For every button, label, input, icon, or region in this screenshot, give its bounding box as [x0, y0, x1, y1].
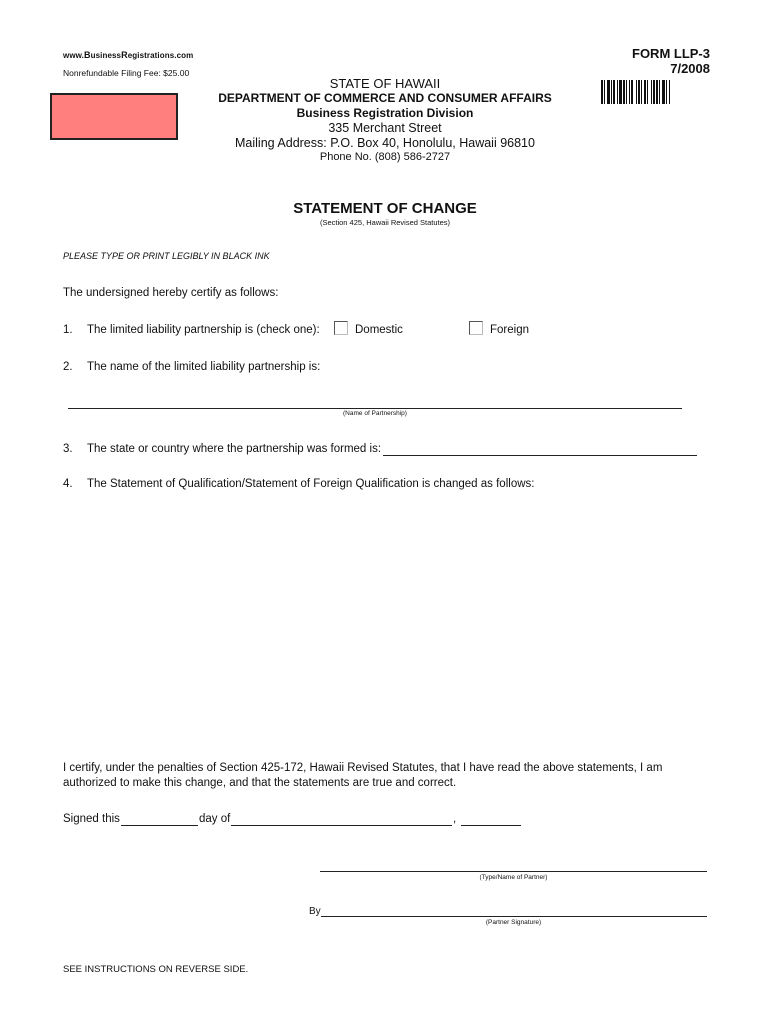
partner-name-caption: (Type/Name of Partner) [479, 874, 548, 881]
item-4-number: 4. [63, 478, 73, 490]
item-1-number: 1. [63, 324, 73, 336]
agency-department: DEPARTMENT OF COMMERCE AND CONSUMER AFFAIRS [218, 91, 552, 105]
agency-street: 335 Merchant Street [328, 121, 442, 135]
website-b: B [84, 50, 91, 60]
ink-instructions: PLEASE TYPE OR PRINT LEGIBLY IN BLACK INK [63, 251, 270, 261]
domestic-checkbox[interactable] [334, 321, 348, 335]
day-of-label: day of [199, 813, 231, 825]
partnership-name-caption: (Name of Partnership) [343, 410, 407, 417]
agency-division: Business Registration Division [296, 106, 474, 120]
by-label: By [309, 906, 321, 917]
partner-name-field[interactable] [320, 871, 707, 872]
item-3-text: The state or country where the partnership was formed is: [87, 443, 382, 455]
signed-day-field[interactable] [121, 825, 198, 826]
website-usiness: usiness [90, 51, 122, 60]
formation-state-field[interactable] [383, 455, 697, 456]
agency-phone: Phone No. (808) 586-2727 [319, 151, 451, 163]
website-r: R [121, 50, 128, 60]
website-egistrations: egistrations [127, 51, 175, 60]
agency-mailing-address: Mailing Address: P.O. Box 40, Honolulu, Hawaii 96810 [235, 136, 535, 150]
reverse-side-note: SEE INSTRUCTIONS ON REVERSE SIDE. [63, 964, 249, 975]
item-3-number: 3. [63, 443, 73, 455]
agency-state: STATE OF HAWAII [329, 76, 441, 91]
signed-month-field[interactable] [231, 825, 452, 826]
filing-fee: Nonrefundable Filing Fee: $25.00 [63, 68, 190, 78]
foreign-label: Foreign [490, 324, 529, 336]
form-date: 7/2008 [670, 61, 710, 76]
date-comma: , [453, 813, 457, 825]
filing-stamp-box[interactable] [50, 93, 178, 140]
form-number: FORM LLP-3 [632, 46, 710, 61]
barcode-icon [601, 80, 711, 104]
partnership-name-field[interactable] [68, 408, 682, 409]
signed-year-field[interactable] [461, 825, 521, 826]
website-suffix: .com [174, 51, 194, 60]
certify-intro: The undersigned hereby certify as follows: [63, 287, 279, 299]
form-subtitle: (Section 425, Hawaii Revised Statutes) [319, 218, 451, 227]
form-number-block [632, 46, 710, 76]
item-1-text: The limited liability partnership is (check one): [87, 324, 320, 336]
domestic-label: Domestic [355, 324, 403, 336]
item-4-text: The Statement of Qualification/Statement of Foreign Qualification is changed as follows: [87, 478, 535, 490]
website-prefix: www. [63, 51, 84, 60]
partner-signature-caption: (Partner Signature) [485, 919, 542, 926]
item-2-number: 2. [63, 361, 73, 373]
foreign-checkbox[interactable] [469, 321, 483, 335]
form-title: STATEMENT OF CHANGE [293, 200, 477, 217]
item-2-text: The name of the limited liability partnership is: [87, 361, 321, 373]
certification-statement: I certify, under the penalties of Section 425-172, Hawaii Revised Statutes, that I have read the above statements, I am authorized to make this change, and that the statements are true and correct. [63, 762, 663, 789]
partner-signature-field[interactable] [321, 916, 707, 917]
signed-this-label: Signed this [63, 813, 120, 825]
website-url [63, 50, 193, 60]
